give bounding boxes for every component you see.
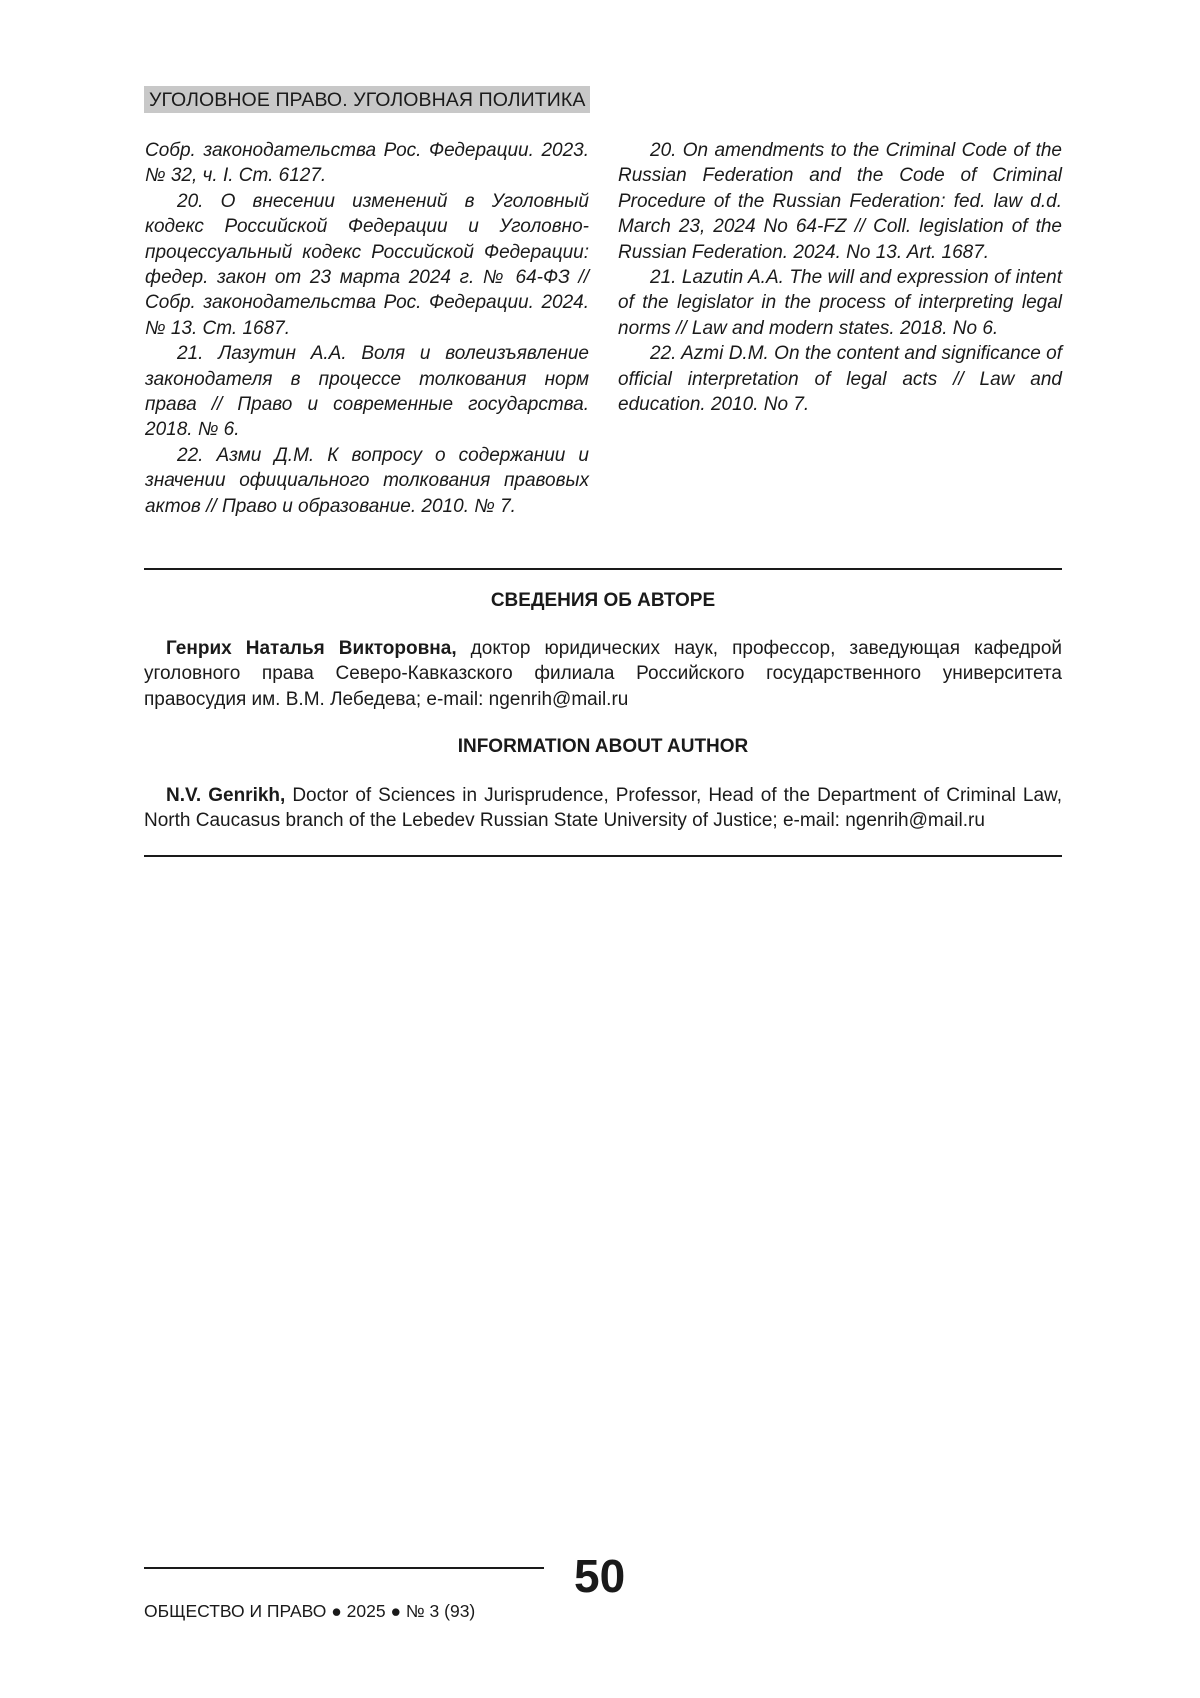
reference-ru-20: 20. О внесении изменений в Уголовный кодекс Российской Федерации и Уголовно-процессуальный кодекс Российской Федерации: федер. закон от 23 марта 2024 г. № 64-ФЗ // Собр. законодательства Рос. Федерации. 2024. № 13. Ст. 1687. bbox=[145, 189, 589, 341]
author-info-en bbox=[144, 783, 1062, 834]
footer-rule bbox=[144, 1567, 544, 1569]
author-name-ru: Генрих Наталья Викторовна, bbox=[166, 638, 457, 659]
references-en-column bbox=[618, 138, 1062, 417]
reference-ru-continuation: Собр. законодательства Рос. Федерации. 2023. № 32, ч. I. Ст. 6127. bbox=[145, 138, 589, 189]
reference-ru-21: 21. Лазутин А.А. Воля и волеизъявление законодателя в процессе толкования норм права // Право и современные государства. 2018. № 6. bbox=[145, 341, 589, 443]
author-heading-en: INFORMATION ABOUT AUTHOR bbox=[144, 735, 1062, 759]
reference-en-20: 20. On amendments to the Criminal Code of the Russian Federation and the Code of Criminal Procedure of the Russian Federation: fed. law d.d. March 23, 2024 No 64-FZ // Coll. legislation of the Russian Federation. 2024. No 13. Art. 1687. bbox=[618, 138, 1062, 265]
references-ru-column bbox=[145, 138, 589, 519]
reference-en-22: 22. Azmi D.M. On the content and significance of official interpretation of legal acts // Law and education. 2010. No 7. bbox=[618, 341, 1062, 417]
author-description-ru: доктор юридических наук, профессор, заведующая кафедрой уголовного права Северо-Кавказского филиала Российского государственного университета правосудия им. В.М. Лебедева; e-mail: ngenrih@mail.ru bbox=[144, 638, 1062, 710]
reference-ru-22: 22. Азми Д.М. К вопросу о содержании и значении официального толкования правовых актов // Право и образование. 2010. № 7. bbox=[145, 443, 589, 519]
author-info-ru bbox=[144, 636, 1062, 712]
journal-issue: ОБЩЕСТВО И ПРАВО ● 2025 ● № 3 (93) bbox=[144, 1600, 475, 1622]
author-description-en: Doctor of Sciences in Jurisprudence, Professor, Head of the Department of Criminal Law, North Caucasus branch of the Lebedev Russian State University of Justice; e-mail: ngenrih@mail.ru bbox=[144, 785, 1062, 831]
reference-en-21: 21. Lazutin A.A. The will and expression of intent of the legislator in the process of interpreting legal norms // Law and modern states. 2018. No 6. bbox=[618, 265, 1062, 341]
divider-bottom bbox=[144, 855, 1062, 857]
author-heading-ru: СВЕДЕНИЯ ОБ АВТОРЕ bbox=[144, 589, 1062, 613]
page-number: 50 bbox=[574, 1550, 625, 1602]
divider-top bbox=[144, 568, 1062, 570]
author-name-en: N.V. Genrikh, bbox=[166, 785, 285, 806]
section-title: УГОЛОВНОЕ ПРАВО. УГОЛОВНАЯ ПОЛИТИКА bbox=[144, 86, 590, 113]
